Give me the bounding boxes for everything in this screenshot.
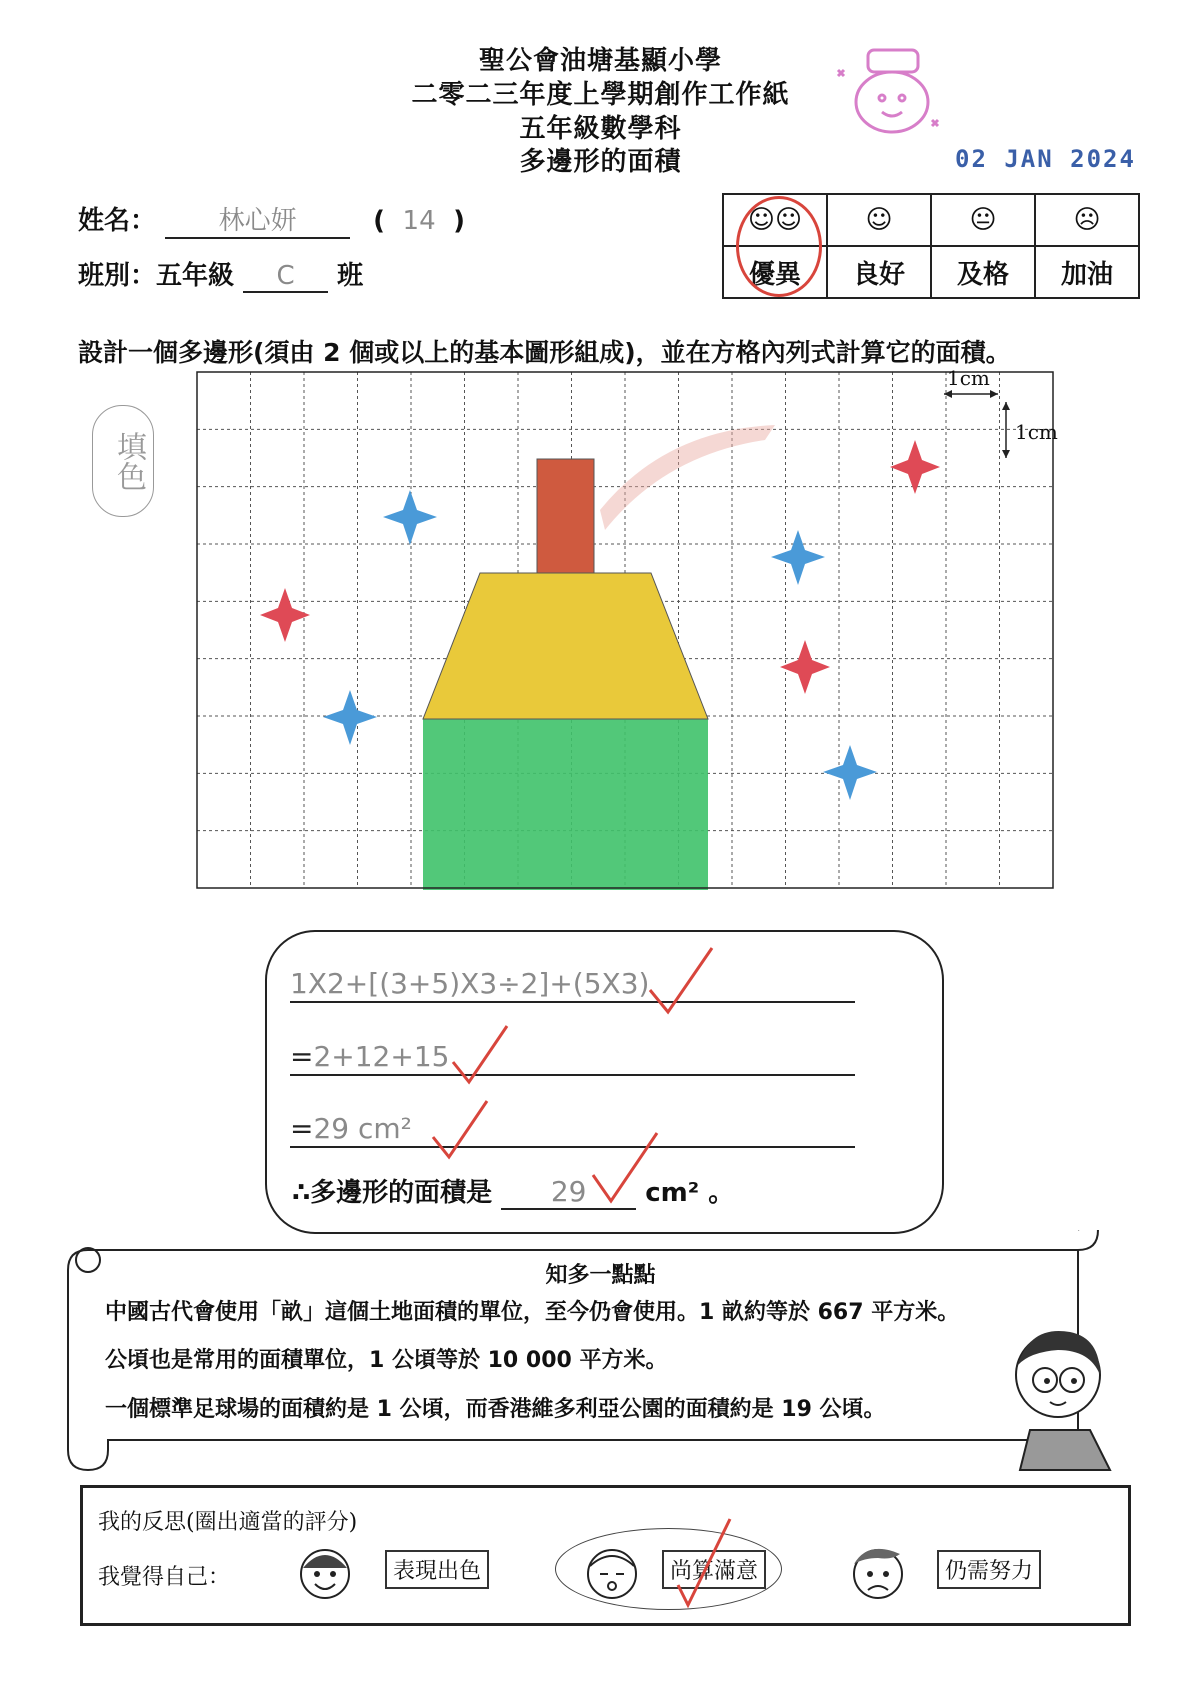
rating-pass: 及格 [931, 246, 1035, 298]
term-title: 二零二三年度上學期創作工作紙 [411, 80, 790, 110]
school-name: 聖公會油塘基顯小學 [478, 46, 722, 76]
reflection-option-needs-effort: 仍需努力 [937, 1550, 1041, 1589]
green-rectangle [423, 719, 708, 890]
check-mark-icon [670, 1515, 740, 1610]
answer-prefix: ∴多邊形的面積是 [292, 1178, 493, 1208]
blue-star-3 [323, 690, 377, 745]
face-excellent-icon: ☺☺ [723, 194, 827, 246]
number-value: 14 [402, 206, 436, 236]
reflection-title: 我的反思(圈出適當的評分) [98, 1510, 358, 1535]
name-value: 林心妍 [165, 200, 350, 239]
rating-circle [736, 196, 822, 297]
class-label: 班別：五年級 [78, 261, 235, 291]
answer-end: 。 [708, 1178, 735, 1208]
face-try-icon: ☹ [1035, 194, 1139, 246]
answer-row [292, 1172, 734, 1210]
class-value: C [243, 261, 328, 293]
face-pass-icon: 😐 [931, 194, 1035, 246]
knowledge-line-2: 公頃也是常用的面積單位，1 公頃等於 10 000 平方米。 [105, 1348, 668, 1373]
blue-star-4 [823, 745, 877, 800]
calc-line-1: 1X2+[(3+5)X3÷2]+(5X3) [290, 967, 855, 1003]
unit-h-label: 1cm [947, 366, 990, 390]
check-mark-icon [445, 1020, 515, 1090]
class-suffix: 班 [337, 261, 364, 291]
red-star-1 [890, 440, 940, 494]
red-chimney [537, 459, 594, 573]
red-star-2 [260, 588, 310, 642]
number-open: ( [373, 206, 386, 236]
calc-line-3-text: 29 cm² [313, 1112, 412, 1145]
check-mark-icon [425, 1095, 495, 1165]
reflection-option-excellent: 表現出色 [385, 1550, 489, 1589]
name-label: 姓名： [78, 206, 157, 236]
blue-star-2 [771, 530, 825, 585]
reflection-prompt: 我覺得自己： [98, 1565, 231, 1590]
side-note: 填色 [92, 405, 154, 517]
unit-arrows-icon [940, 388, 1010, 468]
calc-line-3-prefix: = [290, 1112, 314, 1145]
red-star-3 [780, 640, 830, 694]
number-close: ) [453, 206, 466, 236]
rating-try: 加油 [1035, 246, 1139, 298]
satisfied-kid-icon [582, 1540, 642, 1605]
worried-kid-icon [848, 1540, 910, 1605]
instruction: 設計一個多邊形(須由 2 個或以上的基本圖形組成)，並在方格內列式計算它的面積。 [78, 338, 1011, 367]
unit-v-label: 1cm [1015, 420, 1058, 444]
topic-title: 多邊形的面積 [519, 147, 682, 177]
knowledge-line-1: 中國古代會使用「畝」這個土地面積的單位，至今仍會使用。1 畝約等於 667 平方米。 [105, 1300, 960, 1325]
yellow-trapezoid [423, 573, 708, 719]
blue-star-1 [383, 490, 437, 545]
subject-title: 五年級數學科 [519, 114, 682, 144]
answer-value: 29 [501, 1175, 636, 1210]
reflection-option-satisfied: 尚算滿意 [662, 1550, 766, 1589]
rating-excellent: 優異 [723, 246, 827, 298]
check-mark-icon [640, 940, 720, 1020]
name-row [78, 200, 465, 239]
knowledge-line-3: 一個標準足球場的面積約是 1 公頃，而香港維多利亞公園的面積約是 19 公頃。 [105, 1397, 886, 1422]
calc-line-3 [290, 1112, 855, 1148]
cartoon-boy-icon [1000, 1320, 1115, 1480]
calc-line-2 [290, 1040, 855, 1076]
calc-line-2-text: 2+12+15 [313, 1040, 450, 1073]
smoke-scribble [600, 425, 775, 530]
happy-kid-icon [295, 1540, 355, 1605]
check-mark-icon [585, 1125, 665, 1210]
answer-unit: cm² [645, 1178, 700, 1208]
stamp-icon [820, 40, 950, 140]
calc-line-2-prefix: = [290, 1040, 314, 1073]
date-stamp: 02 JAN 2024 [955, 145, 1136, 173]
class-row [78, 255, 363, 293]
rating-good: 良好 [827, 246, 931, 298]
knowledge-title: 知多一點點 [545, 1263, 656, 1288]
face-good-icon: ☺ [827, 194, 931, 246]
